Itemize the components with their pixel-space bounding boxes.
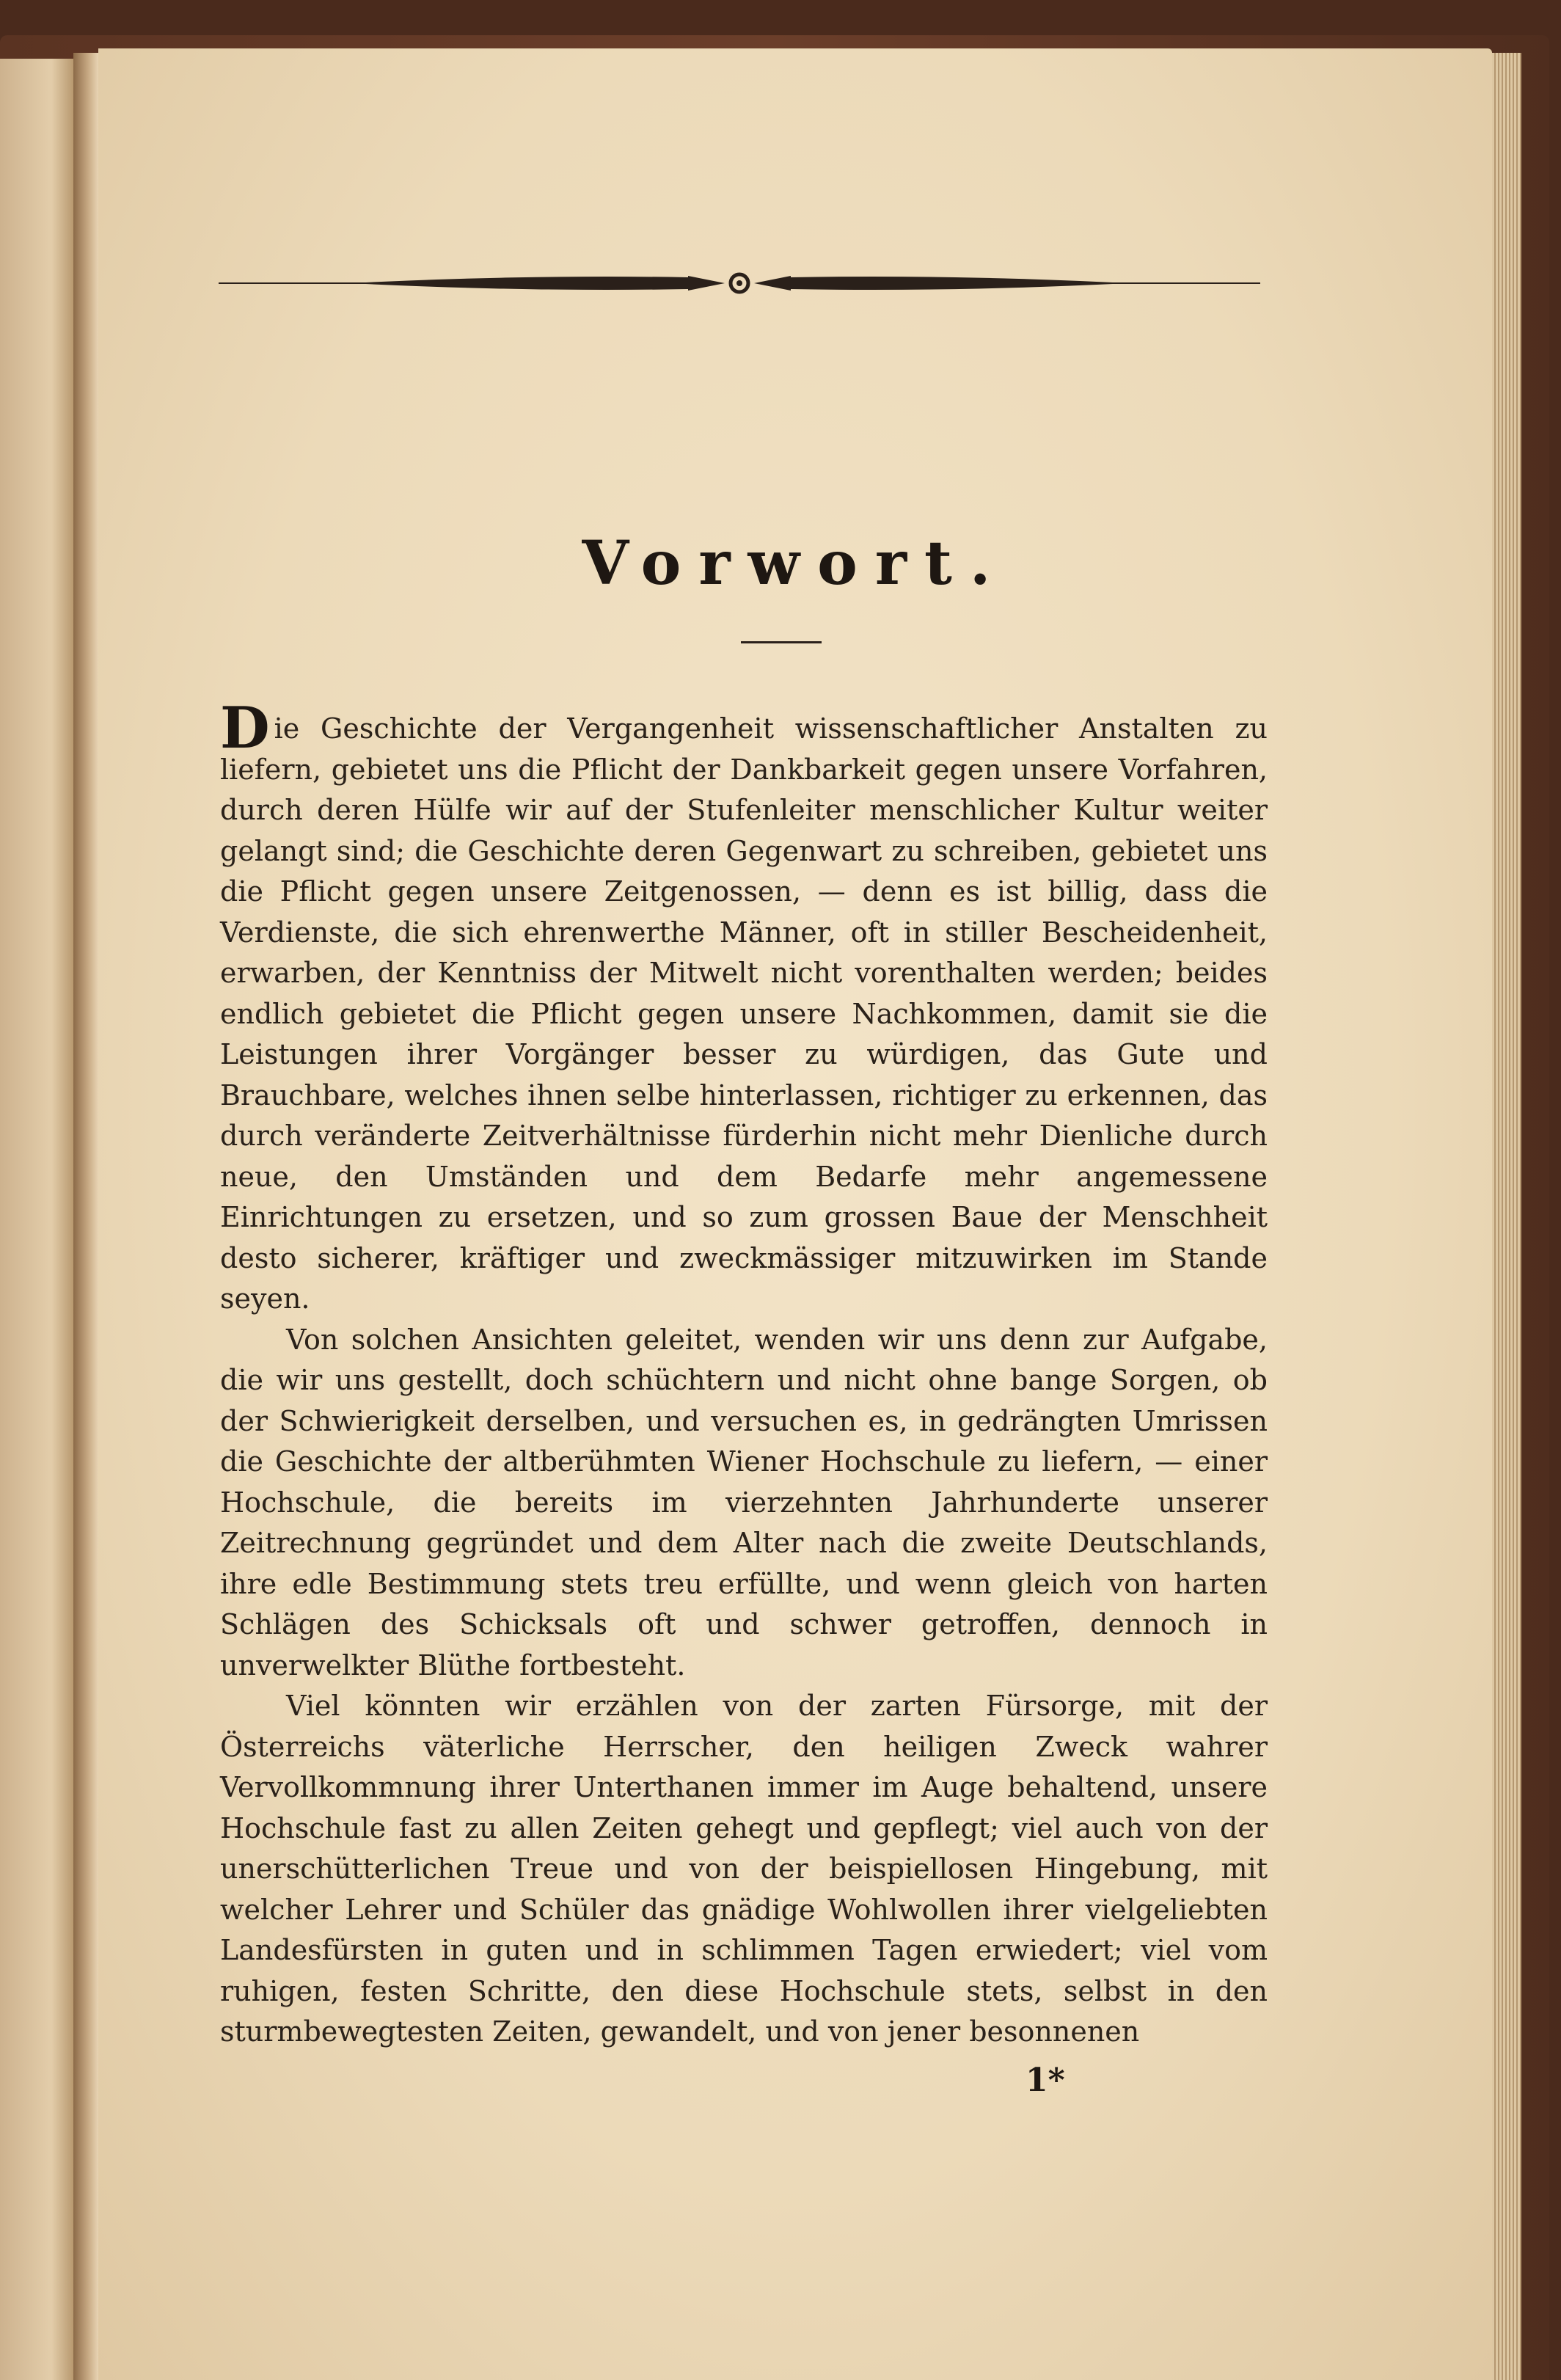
title-underline-rule — [741, 641, 822, 643]
body-text — [220, 695, 1268, 2053]
paragraph-3: Viel könnten wir erzählen von der zarten Fürsorge, mit der Österreichs väterliche Herrscher, den heiligen Zweck wahrer Vervollkommnung ihrer Unterthanen immer im Auge behaltend, unsere Hochschule fast zu allen Zeiten gehegt und gepflegt; viel auch von der unerschütterlichen Treue und von der beispiellosen Hingebung, mit welcher Lehrer und Schüler das gnädige Wohlwollen ihrer vielgeliebten Landesfürsten in guten und in schlimmen Tagen erwiedert; viel vom ruhigen, festen Schritte, den diese Hochschule stets, selbst in den sturmbewegtesten Zeiten, gewandelt, und von jener besonnenen — [220, 1690, 1268, 2048]
ornament-divider — [219, 263, 1260, 304]
drop-cap: D — [220, 695, 270, 762]
page-title: Vorwort. — [582, 528, 1009, 599]
signature-mark: 1* — [1026, 2062, 1065, 2099]
book-gutter — [73, 53, 98, 2380]
paragraph-1-text: ie Geschichte der Vergangenheit wissenschaftlicher Anstalten zu liefern, gebietet uns die Pflicht der Dankbarkeit gegen unsere Vorfahren, durch deren Hülfe wir auf der Stufenleiter menschlicher Kultur weiter gelangt sind; die Geschichte deren Gegenwart zu schreiben, gebietet uns die Pflicht gegen unsere Zeitgenossen, — denn es ist billig, dass die Verdienste, die sich ehrenwerthe Männer, oft in stiller Bescheidenheit, erwarben, der Kenntniss der Mitwelt nicht vorenthalten werden; beides endlich gebietet die Pflicht gegen unsere Nachkommen, damit sie die Leistungen ihrer Vorgänger besser zu würdigen, das Gute und Brauchbare, welches ihnen selbe hinterlassen, richtiger zu erkennen, das durch veränderte Zeitverhältnisse fürderhin nicht mehr Dienliche durch neue, den Umständen und dem Bedarfe mehr angemessene Einrichtungen zu ersetzen, und so zum grossen Baue der Menschheit desto sicherer, kräftiger und zweckmässiger mitzuwirken im Stande seyen. — [220, 712, 1268, 1315]
facing-page-edge — [0, 59, 73, 2380]
paragraph-2: Von solchen Ansichten geleitet, wenden wir uns denn zur Aufgabe, die wir uns gestellt, doch schüchtern und nicht ohne bange Sorgen, ob der Schwierigkeit derselben, und versuchen es, in gedrängten Umrissen die Geschichte der altberühmten Wiener Hochschule zu liefern, — einer Hochschule, die bereits im vierzehnten Jahrhunderte unserer Zeitrechnung gegründet und dem Alter nach die zweite Deutschlands, ihre edle Bestimmung stets treu erfüllte, und wenn gleich von harten Schlägen des Schicksals oft und schwer getroffen, dennoch in unverwelkter Blüthe fortbesteht. — [220, 1323, 1268, 1682]
page-stack-edge — [1492, 53, 1521, 2380]
paragraph-1 — [220, 695, 1268, 1320]
